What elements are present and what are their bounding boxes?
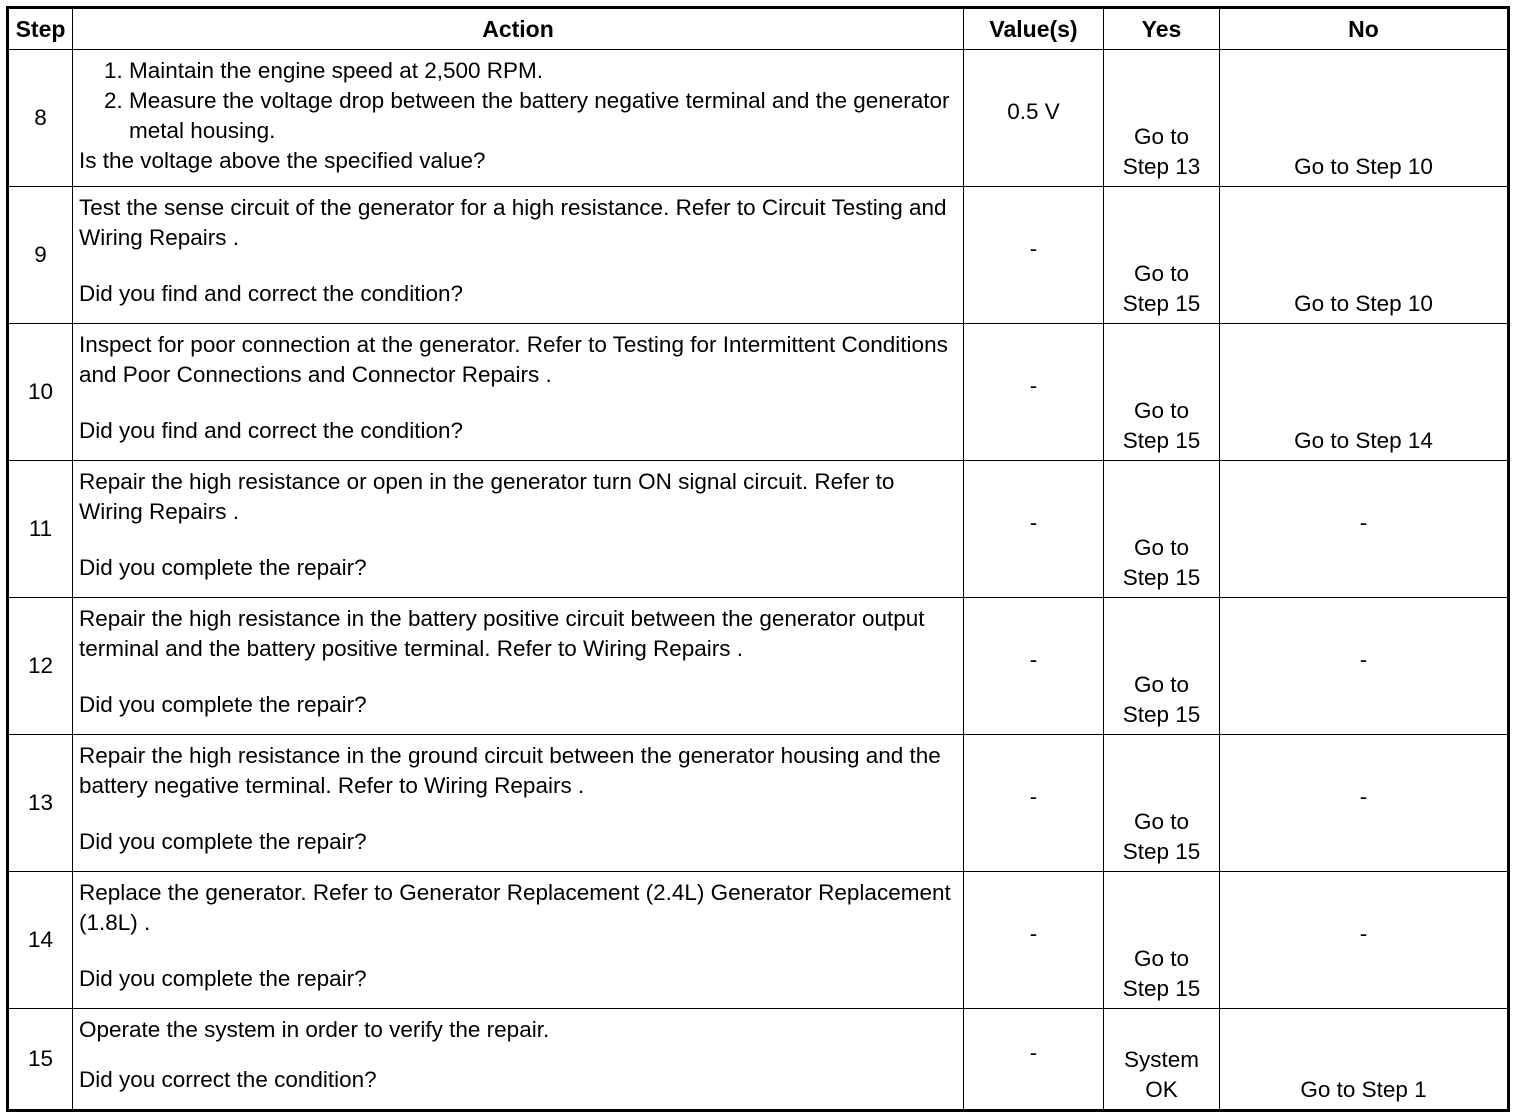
step-number: 10	[8, 324, 73, 461]
action-cell	[73, 50, 964, 187]
no-cell: Go to Step 10	[1220, 50, 1509, 187]
yes-line-1: Go to	[1133, 946, 1190, 971]
value-cell	[964, 735, 1104, 872]
yes-cell	[1104, 598, 1220, 735]
yes-line-1: Go to	[1133, 535, 1190, 560]
step-number: 9	[8, 187, 73, 324]
no-cell: Go to Step 10	[1220, 187, 1509, 324]
yes-line-2: Step 15	[1122, 702, 1201, 727]
action-question: Did you find and correct the condition?	[79, 418, 463, 443]
table-header	[8, 8, 1509, 50]
table-row	[8, 1009, 1509, 1111]
header-row	[8, 8, 1509, 50]
yes-cell	[1104, 50, 1220, 187]
yes-line-2: Step 15	[1122, 428, 1201, 453]
action-cell	[73, 872, 964, 1009]
action-question: Did you complete the repair?	[79, 692, 367, 717]
action-question: Did you correct the condition?	[79, 1067, 377, 1092]
value-text: -	[1029, 510, 1038, 535]
action-text: Test the sense circuit of the generator for a high resistance. Refer to Circuit Testing and Wiring Repairs .	[79, 195, 947, 250]
table-row	[8, 872, 1509, 1009]
yes-line-1: System	[1123, 1047, 1199, 1072]
yes-cell	[1104, 461, 1220, 598]
header-yes: Yes	[1104, 8, 1220, 50]
table-row	[8, 50, 1509, 187]
action-step-item: 1. Maintain the engine speed at 2,500 RPM.	[129, 56, 957, 86]
yes-cell	[1104, 1009, 1220, 1111]
table-row	[8, 187, 1509, 324]
diagnostic-table	[6, 6, 1510, 1112]
value-cell	[964, 872, 1104, 1009]
value-text: -	[1029, 236, 1038, 261]
header-step: Step	[8, 8, 73, 50]
step-number: 11	[8, 461, 73, 598]
yes-line-2: OK	[1145, 1077, 1178, 1102]
yes-cell	[1104, 872, 1220, 1009]
no-cell	[1220, 872, 1509, 1009]
action-cell	[73, 735, 964, 872]
yes-line-1: Go to	[1133, 672, 1190, 697]
no-cell	[1220, 598, 1509, 735]
yes-cell	[1104, 187, 1220, 324]
action-cell	[73, 598, 964, 735]
value-text: -	[1029, 921, 1038, 946]
value-cell	[964, 1009, 1104, 1111]
no-cell	[1220, 461, 1509, 598]
step-number: 12	[8, 598, 73, 735]
action-text: Operate the system in order to verify the repair.	[79, 1017, 550, 1042]
value-text: 0.5 V	[1007, 99, 1060, 124]
yes-line-1: Go to	[1133, 124, 1190, 149]
header-action: Action	[73, 8, 964, 50]
yes-line-1: Go to	[1133, 398, 1190, 423]
no-cell: Go to Step 1	[1220, 1009, 1509, 1111]
step-number: 13	[8, 735, 73, 872]
value-cell	[964, 598, 1104, 735]
action-question: Did you find and correct the condition?	[79, 281, 463, 306]
value-text: -	[1029, 373, 1038, 398]
table-row	[8, 735, 1509, 872]
yes-line-2: Step 15	[1122, 976, 1201, 1001]
action-cell	[73, 187, 964, 324]
value-cell	[964, 324, 1104, 461]
table-body	[8, 50, 1509, 1111]
yes-line-2: Step 15	[1122, 565, 1201, 590]
action-text: Inspect for poor connection at the generator. Refer to Testing for Intermittent Conditions and Poor Connections and Connector Repairs .	[79, 332, 948, 387]
yes-line-2: Step 13	[1122, 154, 1201, 179]
no-text: -	[1359, 647, 1368, 672]
step-number: 15	[8, 1009, 73, 1111]
step-number: 14	[8, 872, 73, 1009]
yes-line-2: Step 15	[1122, 839, 1201, 864]
no-text: -	[1359, 784, 1368, 809]
action-text: Repair the high resistance or open in the generator turn ON signal circuit. Refer to Wiring Repairs .	[79, 469, 895, 524]
no-text: -	[1359, 921, 1368, 946]
yes-cell	[1104, 735, 1220, 872]
action-question: Did you complete the repair?	[79, 555, 367, 580]
action-cell	[73, 461, 964, 598]
value-cell	[964, 50, 1104, 187]
action-step-item: 2. Measure the voltage drop between the battery negative terminal and the generator metal housing.	[129, 86, 957, 146]
action-cell	[73, 324, 964, 461]
action-text: Replace the generator. Refer to Generator Replacement (2.4L) Generator Replacement (1.8L) .	[79, 880, 951, 935]
action-question: Did you complete the repair?	[79, 829, 367, 854]
table-row	[8, 598, 1509, 735]
step-number: 8	[8, 50, 73, 187]
header-no: No	[1220, 8, 1509, 50]
no-cell: Go to Step 14	[1220, 324, 1509, 461]
value-cell	[964, 461, 1104, 598]
action-cell	[73, 1009, 964, 1111]
value-text: -	[1029, 784, 1038, 809]
yes-line-1: Go to	[1133, 261, 1190, 286]
yes-line-1: Go to	[1133, 809, 1190, 834]
action-question: Did you complete the repair?	[79, 966, 367, 991]
table-row	[8, 324, 1509, 461]
no-cell	[1220, 735, 1509, 872]
action-text: Repair the high resistance in the ground circuit between the generator housing and the battery negative terminal. Refer to Wiring Repairs .	[79, 743, 941, 798]
table-row	[8, 461, 1509, 598]
header-values: Value(s)	[964, 8, 1104, 50]
yes-line-2: Step 15	[1122, 291, 1201, 316]
action-text: Repair the high resistance in the battery positive circuit between the generator output terminal and the battery positive terminal. Refer to Wiring Repairs .	[79, 606, 925, 661]
action-steps-list	[79, 56, 957, 146]
action-question: Is the voltage above the specified value?	[79, 148, 486, 173]
value-text: -	[1029, 647, 1038, 672]
value-text: -	[1029, 1040, 1038, 1065]
no-text: -	[1359, 510, 1368, 535]
yes-cell	[1104, 324, 1220, 461]
value-cell	[964, 187, 1104, 324]
